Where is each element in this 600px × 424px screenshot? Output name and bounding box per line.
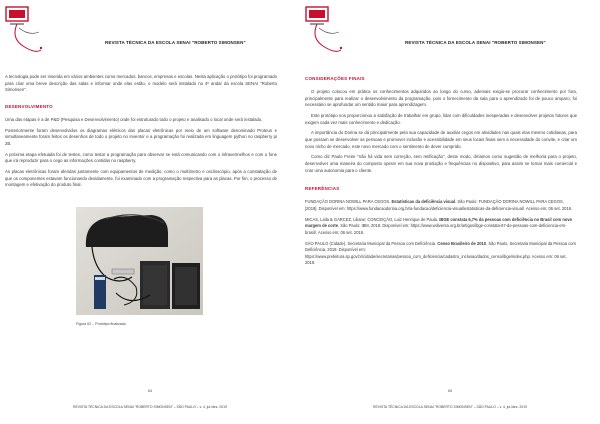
reference-author: SÃO PAULO (Cidade). Secretaria Municipal da Pessoa com Deficiência. [305,240,438,246]
section-heading-referencias: REFERÊNCIAS [305,186,340,192]
body-paragraph: Posteriormente foram desenvolvidos os diagramas elétricos das placas eletrônicas por meio de um software denominado Proteus e simultaneamente foram feitos os desenhos de todo o projeto no Inventor e a programação foi realizada em linguagem python no raspberry pi 2B. [5,127,277,146]
page-number: 65 [447,389,453,393]
section-heading-consideracoes: CONSIDERAÇÕES FINAIS [305,76,365,81]
body-paragraph: A importância do Dorina se dá principalmente pela sua capacidade de auxiliar cegos em atividades nas quais elas mesmo cotidianas, para que possam se desenvolver as pessoas e promover inclusão e acessibilidade em seus locais finais sem a necessidade do convite, e criar um novo nicho de mercado, este novo mercado com o sentimento de dever cumprido. [305,130,577,149]
journal-logo-icon [305,6,345,54]
reference-entry [305,217,577,236]
reference-details: . São Paulo, Secretaria Municipal da Pessoa com Deficiência, 2019. Disponível em: https://www.prefeitura.sp.gov.br/cidade/secretarias/pessoa_com_deficiencia/cadastro_inclusao/dados_censo/ibge/index.php. Acesso em: 06 set. 2019. [305,240,576,265]
body-paragraph: Uma das etapas é a de P&D (Pesquisa e Desenvolvimento) onde foi estruturado todo o projeto e analisado o local onde será instalado. [5,116,263,122]
page-footer: REVISTA TÉCNICA DA ESCOLA SENAI "ROBERTO SIMONSEN" – SÃO PAULO – v. 4, jul./dez. 2019 [373,405,527,409]
left-page-content [5,74,277,326]
body-paragraph: Como diz Paulo Freire "não há vida sem correção, sem retificação", deste modo, diríamos como sugestão de melhoria para o projeto, desenvolver uma maneira do composto operar em sua nova produção e frequências no dispositivo, para assim se tornar mais comercial e criar uma autonomia para o cliente. [305,154,577,173]
reference-title: Censo Brasileiro de 2010 [437,240,487,246]
journal-title: REVISTA TÉCNICA DA ESCOLA SENAI "ROBERTO SIMONSEN" [405,40,546,45]
right-page [300,0,600,424]
prototype-photo [76,207,203,315]
journal-title: REVISTA TÉCNICA DA ESCOLA SENAI "ROBERTO SIMONSEN" [105,40,246,45]
reference-entry [305,241,577,266]
reference-author: MICAS, Laila & GARCEZ, Liliane; CONCEIÇÃO, Luiz Henrique de Paula. [305,216,440,222]
intro-paragraph: A tecnologia pode ser inserida em vários ambientes como mercados, bancos, empresas e escolas. Nesta aplicação o protótipo foi programado para criar uma breve descrição das salas e informar onde elas estão, o modelo será instalado no 4º andar da escola SENAI "Roberto Simonsen". [5,74,277,93]
body-paragraph: O projeto colocou em prática os conhecimentos adquiridos ao longo do curso, ademais exigiu-se procurar conhecimento por fora, principalmente para realizar o desenvolvimento da programação, pois o fornecimento da sala para o aprendizado foi de pouco amparo, foi necessário se aprofundar um sentido maior para aprendizagem. [305,89,577,108]
figure-caption: Figura 02 – Protótipo finalizado [76,321,126,326]
body-paragraph: Este protótipo nos proporcionou a satisfação de trabalhar em grupo, lidar com dificuldades inesperadas e desenvolver projetos futuros que exigem cada vez mais conhecimento e dedicação. [305,112,577,125]
reference-details: . São Paulo: FUNDAÇÃO DORINA NOWILL PARA CEGOS, [2019]. Disponível em: https://www.fundacaodorina.org.br/a-fundacao/deficiencia-visual/estatisticas-da-deficiencia-visual/. Acesso em: 06 set. 2019. [305,199,573,211]
reference-title: IBGE constata 6,7% da pessoas com deficiência no Brasil com novo margem de corte [305,216,573,229]
page-number: 64 [147,389,153,393]
body-paragraph: A próxima etapa efetuada foi de testes, como testar a programação para observar se está comunicando com o infravermelhos e com o fone que irá reproduzir para o cego as informações contidas no raspberry. [5,151,277,164]
journal-logo-icon [5,6,45,54]
reference-author: FUNDAÇÃO DORINA NOWILL PARA CEGOS. [305,199,392,205]
right-page-content [305,66,577,271]
page-footer: REVISTA TÉCNICA DA ESCOLA SENAI "ROBERTO SIMONSEN" – SÃO PAULO – v. 4, jul./dez. 2019 [73,405,227,409]
reference-title: Estatísticas da deficiência visual [391,199,456,205]
reference-entry [305,199,577,212]
body-paragraph: As placas eletrônicas foram aferidas juntamente com equipamentos de medição, como o multímetro e osciloscópio, após a constatação de que os componentes estavam funcionando devidamente, foi examinado com a programação respectiva para as placas. Por fim, o processo de montagem e efetivação do produto final. [5,168,277,188]
section-heading-desenvolvimento: DESENVOLVIMENTO [5,103,53,109]
reference-details: . São Paulo: IBM, 2018. Disponível em: https://www.wdiversa.org.br/artigos/ibge-constata-67-de-pessoas-com-deficiencia-em-brasil/. Acesso em: 06 set. 2019. [305,223,567,235]
